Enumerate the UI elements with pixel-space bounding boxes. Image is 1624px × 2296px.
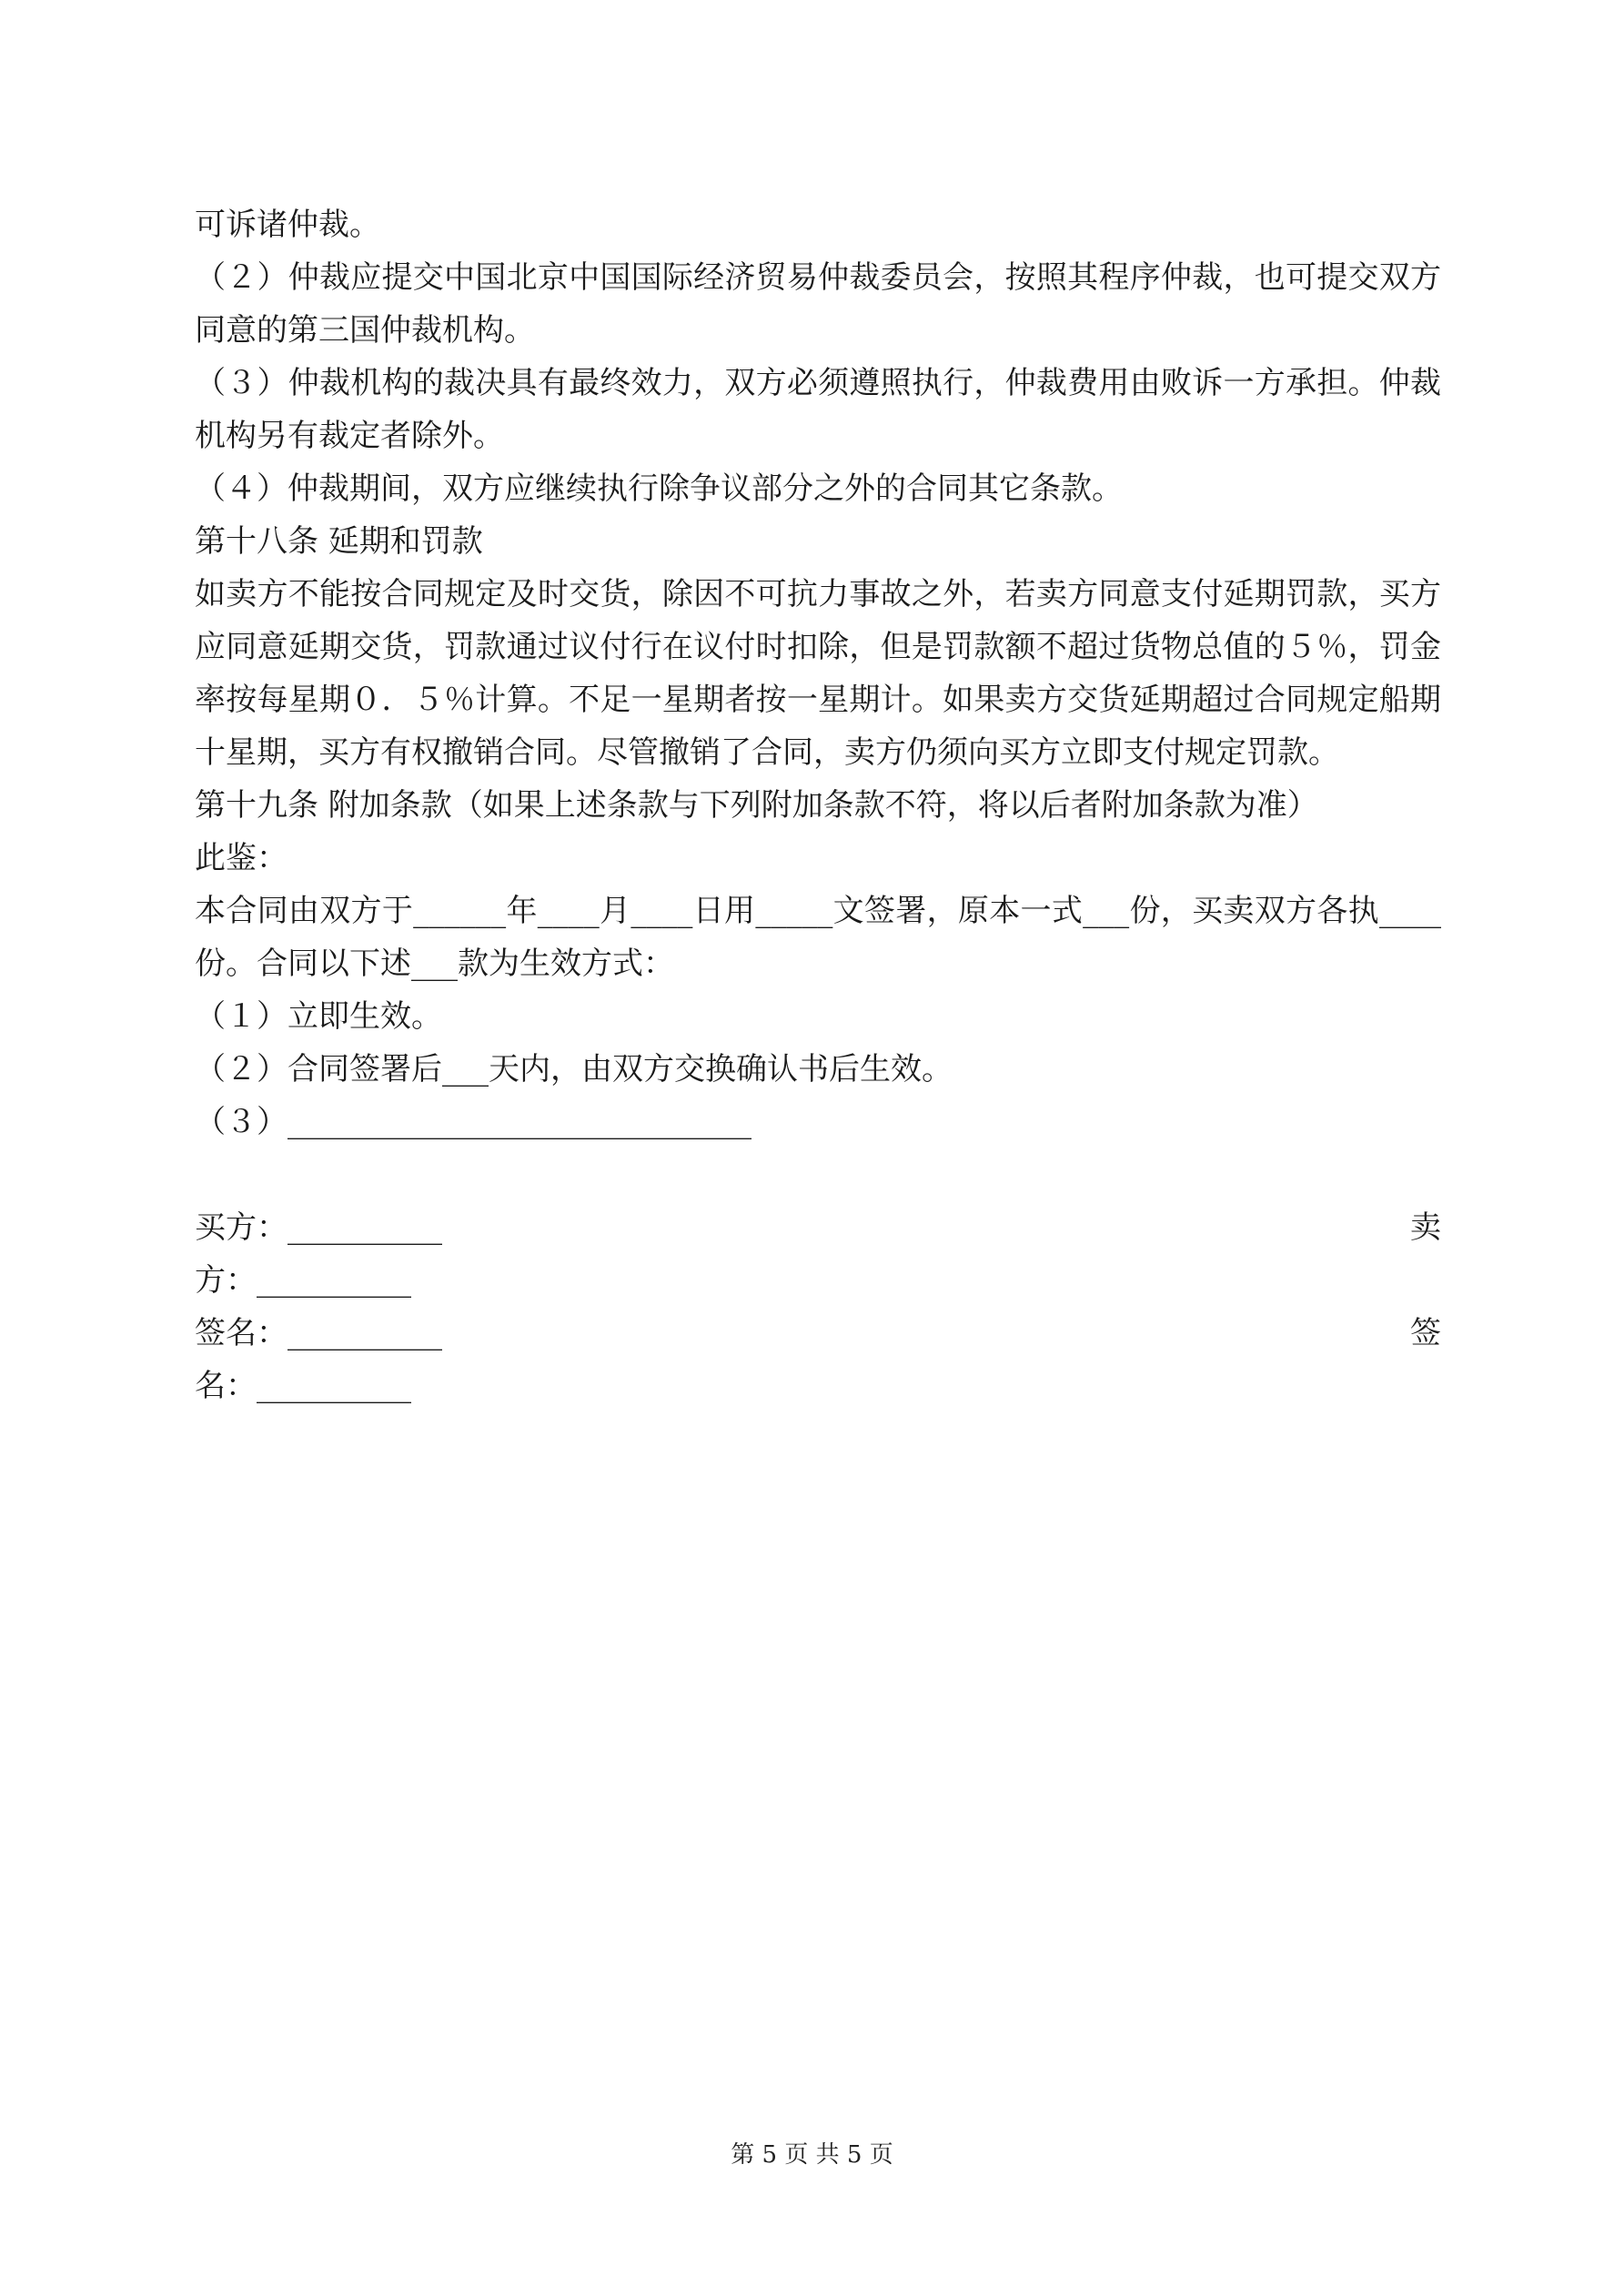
buyer-signature-label: 签名：__________ bbox=[195, 1315, 442, 1351]
signature-row-sign bbox=[195, 1307, 1441, 1360]
delay-penalty-paragraph: 如卖方不能按合同规定及时交货，除因不可抗力事故之外，若卖方同意支付延期罚款，买方应同意延期交货，罚款通过议付行在议付时扣除，但是罚款额不超过货物总值的５％，罚金率按每星期０．５％计算。不足一星期者按一星期计。如果卖方交货延期超过合同规定船期十星期，买方有权撤销合同。尽管撤销了合同，卖方仍须向买方立即支付规定罚款。 bbox=[195, 576, 1441, 771]
buyer-label: 买方：__________ bbox=[195, 1209, 442, 1246]
spacer bbox=[195, 1148, 1441, 1201]
seller-signature-label-start: 签 bbox=[1410, 1315, 1441, 1351]
effect-option-1: （１）立即生效。 bbox=[195, 998, 442, 1035]
seller-label: 方：__________ bbox=[195, 1262, 411, 1299]
text-line: 可诉诸仲裁。 bbox=[195, 207, 380, 243]
arbitration-clause-2: （２）仲裁应提交中国北京中国国际经济贸易仲裁委员会，按照其程序仲裁，也可提交双方同意的第三国仲裁机构。 bbox=[195, 259, 1441, 349]
article-18-heading: 第十八条 延期和罚款 bbox=[195, 523, 483, 560]
witness-label: 此鉴： bbox=[195, 840, 287, 876]
contract-body bbox=[195, 198, 1441, 1412]
page-footer: 第 5 页 共 5 页 bbox=[731, 2141, 893, 2169]
signing-paragraph: 本合同由双方于______年____月____日用_____文签署，原本一式___份，买卖双方各执____份。合同以下述___款为生效方式： bbox=[195, 893, 1441, 982]
effect-option-3: （３）______________________________ bbox=[195, 1104, 751, 1140]
signature-row-buyer bbox=[195, 1201, 1441, 1254]
seller-label-start: 卖 bbox=[1410, 1209, 1441, 1246]
article-19-heading: 第十九条 附加条款（如果上述条款与下列附加条款不符，将以后者附加条款为准） bbox=[195, 787, 1318, 824]
effect-option-2: （２）合同签署后___天内，由双方交换确认书后生效。 bbox=[195, 1051, 953, 1087]
arbitration-clause-3: （３）仲裁机构的裁决具有最终效力，双方必须遵照执行，仲裁费用由败诉一方承担。仲裁机构另有裁定者除外。 bbox=[195, 365, 1441, 454]
arbitration-clause-4: （４）仲裁期间，双方应继续执行除争议部分之外的合同其它条款。 bbox=[195, 470, 1123, 507]
seller-signature-label: 名：__________ bbox=[195, 1368, 411, 1404]
